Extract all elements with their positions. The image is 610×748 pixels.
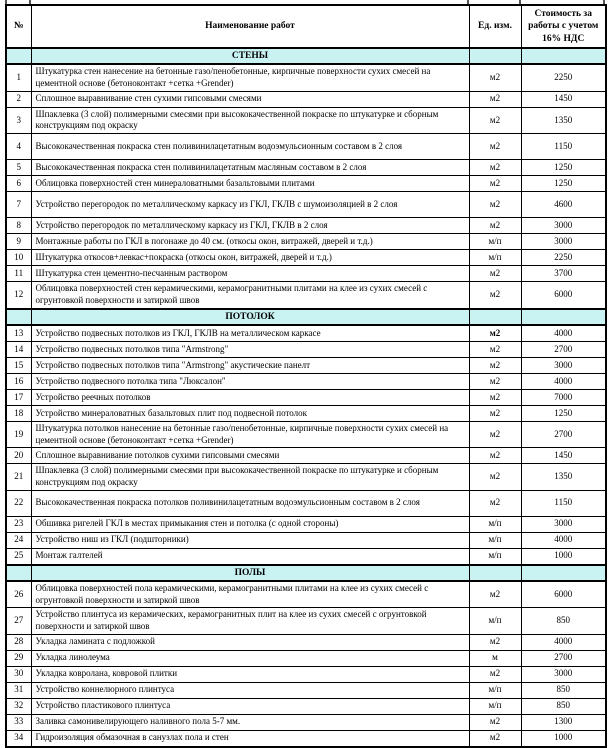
work-name: Устройство перегородок по металлическому каркасу из ГКЛ, ГКЛВ с шумоизоляцией в 2 слоя (31, 192, 469, 218)
unit-cell: м2 (469, 666, 521, 682)
row-number: 32 (6, 698, 31, 714)
table-row (6, 698, 606, 714)
price-cell: 1350 (521, 464, 606, 490)
table-row (6, 634, 606, 650)
row-number: 2 (6, 91, 31, 107)
table-row (6, 608, 606, 634)
unit-cell: м2 (469, 325, 521, 342)
table-row (6, 650, 606, 666)
unit-cell: м2 (469, 107, 521, 133)
row-number: 1 (6, 64, 31, 91)
work-name: Монтажные работы по ГКЛ в погонаже до 40 см. (откосы окон, витражей, дверей и т.д.) (31, 234, 469, 250)
price-cell: 4000 (521, 373, 606, 389)
work-name: Облицовка поверхностей стен минераловатными базальтовыми плитами (31, 176, 469, 192)
work-name: Штукатурка потолков нанесение на бетонные газо/пенобетонные, кирпичные поверхности сухих смесей на цементной основе (бетоноконтакт +сетка +Grender) (31, 421, 469, 447)
price-cell: 6000 (521, 282, 606, 309)
row-number: 31 (6, 682, 31, 698)
table-row (6, 134, 606, 160)
work-name: Облицовка поверхностей стен керамическими, керамогранитными плитами на клее из сухих смесей с огрунтовкой поверхности и затиркой швов (31, 282, 469, 309)
section-empty-cell (469, 309, 521, 325)
row-number: 7 (6, 192, 31, 218)
clipped-row-above (5, 0, 605, 4)
unit-cell: м2 (469, 373, 521, 389)
unit-cell: м2 (469, 357, 521, 373)
table-row (6, 516, 606, 532)
price-cell: 2250 (521, 250, 606, 266)
price-cell: 3000 (521, 357, 606, 373)
unit-cell: м2 (469, 266, 521, 282)
row-number: 14 (6, 341, 31, 357)
work-name: Шпаклевка (3 слой) полимерными смесями при высококачественной покраске по штукатурке и сборным конструкциям под окраску (31, 107, 469, 133)
price-cell: 3000 (521, 234, 606, 250)
price-cell: 4600 (521, 192, 606, 218)
price-cell: 3000 (521, 516, 606, 532)
price-cell: 1000 (521, 730, 606, 747)
work-name: Устройство плинтуса из керамических, керамогранитных плит на клее из сухих смесей с огрунтовкой поверхности и затиркой швов (31, 608, 469, 634)
row-number: 21 (6, 464, 31, 490)
unit-cell: м2 (469, 730, 521, 747)
row-number: 8 (6, 218, 31, 234)
unit-cell: м (469, 650, 521, 666)
table-row (6, 373, 606, 389)
price-cell: 4000 (521, 532, 606, 548)
table-row (6, 91, 606, 107)
section-empty-cell (521, 48, 606, 64)
unit-cell: м2 (469, 448, 521, 464)
row-number: 20 (6, 448, 31, 464)
row-number: 33 (6, 714, 31, 730)
section-empty-cell (469, 48, 521, 64)
section-header-row (6, 565, 606, 581)
unit-cell: м2 (469, 91, 521, 107)
work-name: Укладка линолеума (31, 650, 469, 666)
row-number: 25 (6, 548, 31, 565)
row-number: 22 (6, 490, 31, 516)
section-title: ПОТОЛОК (31, 309, 469, 325)
section-empty-cell (469, 565, 521, 581)
row-number: 12 (6, 282, 31, 309)
section-empty-cell (521, 309, 606, 325)
row-number: 15 (6, 357, 31, 373)
works-price-table (5, 4, 607, 748)
row-number: 27 (6, 608, 31, 634)
table-row (6, 107, 606, 133)
row-number: 30 (6, 666, 31, 682)
section-empty-cell (521, 565, 606, 581)
table-row (6, 448, 606, 464)
table-row (6, 64, 606, 91)
grid-line (5, 0, 7, 4)
work-name: Облицовка поверхностей пола керамическими, керамогранитными плитами на клее из сухих смесей с огрунтовкой поверхности и затиркой швов (31, 581, 469, 608)
table-body (6, 48, 606, 747)
price-cell: 850 (521, 698, 606, 714)
unit-cell: м2 (469, 581, 521, 608)
unit-cell: м2 (469, 464, 521, 490)
work-name: Монтаж галтелей (31, 548, 469, 565)
work-name: Штукатурка откосов+левкас+покраска (откосы окон, витражей, дверей и т.д.) (31, 250, 469, 266)
unit-cell: м/п (469, 698, 521, 714)
table-row (6, 581, 606, 608)
column-header-unit: Ед. изм. (469, 5, 521, 48)
work-name: Устройство пластикового плинтуса (31, 698, 469, 714)
unit-cell: м2 (469, 218, 521, 234)
unit-cell: м2 (469, 176, 521, 192)
unit-cell: м2 (469, 405, 521, 421)
price-cell: 1150 (521, 490, 606, 516)
work-name: Устройство коннелюрного плинтуса (31, 682, 469, 698)
row-number: 26 (6, 581, 31, 608)
column-header-name: Наименование работ (31, 5, 469, 48)
row-number: 24 (6, 532, 31, 548)
work-name: Высококачественная покраска стен поливинилацетатным масляным составом в 2 слоя (31, 160, 469, 176)
price-cell: 6000 (521, 581, 606, 608)
price-cell: 3000 (521, 666, 606, 682)
row-number: 11 (6, 266, 31, 282)
table-row (6, 218, 606, 234)
price-cell: 3000 (521, 218, 606, 234)
unit-cell: м/п (469, 548, 521, 565)
unit-cell: м2 (469, 490, 521, 516)
table-row (6, 282, 606, 309)
section-title: СТЕНЫ (31, 48, 469, 64)
work-name: Устройство перегородок по металлическому каркасу из ГКЛ, ГКЛВ в 2 слоя (31, 218, 469, 234)
row-number: 6 (6, 176, 31, 192)
work-name: Укладка ламината с подложкой (31, 634, 469, 650)
table-row (6, 250, 606, 266)
price-cell: 1300 (521, 714, 606, 730)
table-row (6, 421, 606, 447)
table-row (6, 548, 606, 565)
table-row (6, 325, 606, 342)
price-cell: 7000 (521, 389, 606, 405)
row-number: 16 (6, 373, 31, 389)
row-number: 10 (6, 250, 31, 266)
work-name: Сплошное выравнивание стен сухими гипсовыми смесями (31, 91, 469, 107)
price-cell: 4000 (521, 325, 606, 342)
work-name: Высококачественная покраска потолков поливинилацетатным водоэмульсионным составом в 2 слоя (31, 490, 469, 516)
row-number: 3 (6, 107, 31, 133)
table-row (6, 234, 606, 250)
header-row (6, 5, 606, 48)
unit-cell: м2 (469, 134, 521, 160)
price-cell: 1150 (521, 134, 606, 160)
row-number: 29 (6, 650, 31, 666)
unit-cell: м/п (469, 682, 521, 698)
unit-cell: м2 (469, 341, 521, 357)
row-number: 19 (6, 421, 31, 447)
table-row (6, 266, 606, 282)
price-cell: 1000 (521, 548, 606, 565)
table-row (6, 405, 606, 421)
unit-cell: м2 (469, 389, 521, 405)
price-cell: 1450 (521, 448, 606, 464)
unit-cell: м/п (469, 516, 521, 532)
price-cell: 2700 (521, 341, 606, 357)
row-number: 34 (6, 730, 31, 747)
price-cell: 1250 (521, 160, 606, 176)
work-name: Устройство подвесных потолков типа "Armstrong" (31, 341, 469, 357)
row-number: 9 (6, 234, 31, 250)
table-row (6, 682, 606, 698)
work-name: Штукатурка стен нанесение на бетонные газо/пенобетонные, кирпичные поверхности сухих смесей на цементной основе (бетоноконтакт +сетка +Grender) (31, 64, 469, 91)
section-header-row (6, 309, 606, 325)
unit-cell: м/п (469, 250, 521, 266)
section-title: ПОЛЫ (31, 565, 469, 581)
section-empty-cell (6, 565, 31, 581)
price-cell: 1250 (521, 405, 606, 421)
table-row (6, 730, 606, 747)
table-row (6, 532, 606, 548)
table-row (6, 176, 606, 192)
work-name: Устройство реечных потолков (31, 389, 469, 405)
row-number: 5 (6, 160, 31, 176)
work-name: Штукатурка стен цементно-песчанным раствором (31, 266, 469, 282)
unit-cell: м2 (469, 64, 521, 91)
unit-cell: м2 (469, 160, 521, 176)
unit-cell: м/п (469, 234, 521, 250)
price-cell: 1250 (521, 176, 606, 192)
price-cell: 850 (521, 608, 606, 634)
table-row (6, 192, 606, 218)
grid-line (29, 0, 31, 4)
price-cell: 2700 (521, 421, 606, 447)
work-name: Устройство минераловатных базальтовых плит под подвесной потолок (31, 405, 469, 421)
unit-cell: м2 (469, 714, 521, 730)
row-number: 23 (6, 516, 31, 532)
table-row (6, 714, 606, 730)
work-name: Обшивка ригелей ГКЛ в местах примыкания стен и потолка (с одной стороны) (31, 516, 469, 532)
price-cell: 1350 (521, 107, 606, 133)
unit-cell: м2 (469, 634, 521, 650)
unit-cell: м/п (469, 608, 521, 634)
column-header-price: Стоимость за работы с учетом 16% НДС (521, 5, 606, 48)
row-number: 18 (6, 405, 31, 421)
table-row (6, 464, 606, 490)
unit-cell: м2 (469, 421, 521, 447)
price-cell: 4000 (521, 634, 606, 650)
unit-cell: м/п (469, 532, 521, 548)
row-number: 17 (6, 389, 31, 405)
table-row (6, 341, 606, 357)
table-row (6, 357, 606, 373)
table-row (6, 666, 606, 682)
work-name: Заливка самонивелирующего наливного пола 5-7 мм. (31, 714, 469, 730)
work-name: Укладка ковролана, ковровой плитки (31, 666, 469, 682)
work-name: Устройство подвесного потолка типа "Люксалон" (31, 373, 469, 389)
section-header-row (6, 48, 606, 64)
row-number: 4 (6, 134, 31, 160)
work-name: Высококачественная покраска стен поливинилацетатным водоэмульсионным составом в 2 слоя (31, 134, 469, 160)
table-row (6, 490, 606, 516)
row-number: 28 (6, 634, 31, 650)
table-row (6, 160, 606, 176)
work-name: Устройство подвесных потолков типа "Armstrong" акустические панелт (31, 357, 469, 373)
price-cell: 2700 (521, 650, 606, 666)
price-cell: 3700 (521, 266, 606, 282)
grid-line (519, 0, 521, 4)
work-name: Устройство ниш из ГКЛ (подшторники) (31, 532, 469, 548)
work-name: Шпаклевка (3 слой) полимерными смесями при высококачественной покраске по штукатурке и сборным конструкциям под окраску (31, 464, 469, 490)
unit-cell: м2 (469, 192, 521, 218)
unit-cell: м2 (469, 282, 521, 309)
price-cell: 2250 (521, 64, 606, 91)
grid-line (467, 0, 469, 4)
price-cell: 1450 (521, 91, 606, 107)
work-name: Гидроизоляция обмазочная в санузлах пола и стен (31, 730, 469, 747)
work-name: Устройство подвесных потолков из ГКЛ, ГКЛВ на металлическом каркасе (31, 325, 469, 342)
section-empty-cell (6, 48, 31, 64)
work-name: Сплошное выравнивание потолков сухими гипсовыми смесями (31, 448, 469, 464)
section-empty-cell (6, 309, 31, 325)
price-cell: 850 (521, 682, 606, 698)
row-number: 13 (6, 325, 31, 342)
column-header-number: № (6, 5, 31, 48)
grid-line (603, 0, 605, 4)
table-row (6, 389, 606, 405)
